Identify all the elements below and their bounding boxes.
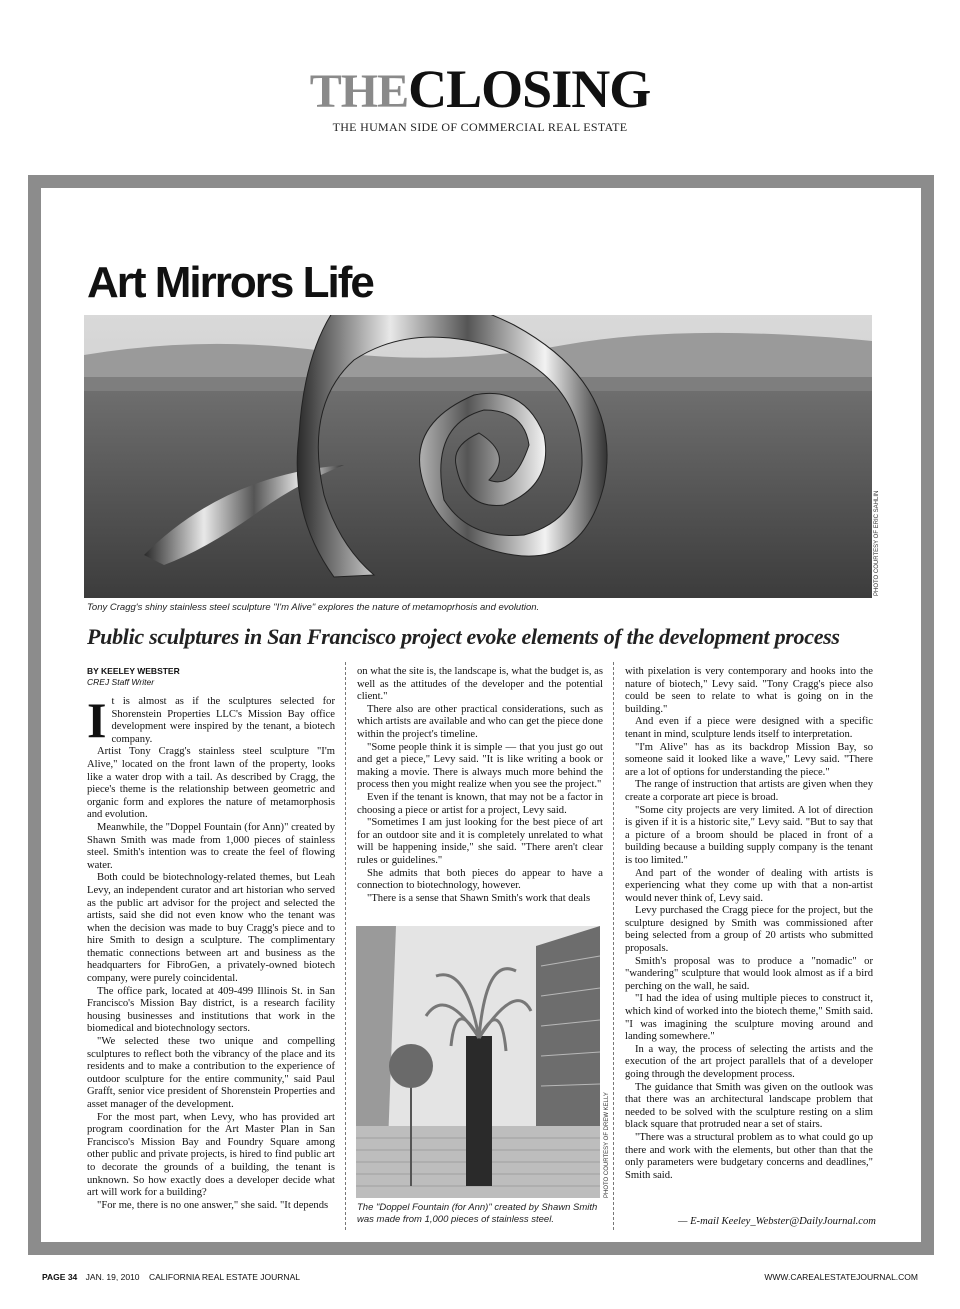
paragraph: "We selected these two unique and compelling sculptures to reflect both the vibrancy of the place and its residents and to make a contribution to the experience of outdoor sculpture for the entire community," said Paul Grafft, senior vice president of Shorenstein Properties and asset manager of the development.: [87, 1036, 335, 1110]
paragraph: "Some city projects are very limited. A lot of direction is given if it is a historic site," Levy said. "But to say that a picture of a broom should be placed in front of a building because a building supply company is the tenant is too limited.": [625, 804, 873, 866]
paragraph: There also are other practical considerations, such as which artists are available and who can get the piece done within the project's timeline.: [357, 703, 603, 740]
byline: BY KEELEY WEBSTER: [87, 666, 180, 676]
masthead-the: THE: [309, 65, 409, 118]
paragraph: Artist Tony Cragg's stainless steel sculpture "I'm Alive," located on the front lawn of the property, looks like a water drop with a tail. As described by Cragg, the piece's theme is the relationship between geometric and organic form and explores the nature of metamorphosis and evolution.: [87, 746, 335, 821]
paragraph: "I'm Alive" has as its backdrop Mission Bay, so someone said it looked like a wave," Levy said. "There are a lot of options for understanding the piece.": [625, 741, 873, 778]
sculpture-photo-illustration: [84, 315, 872, 598]
page-number: PAGE 34: [42, 1272, 78, 1282]
paragraph-text: t is almost as if the sculptures selected for Shorenstein Properties LLC's Mission Bay office development were inspired by the tenant, a biotech company.: [111, 696, 335, 745]
issue-date: JAN. 19, 2010: [85, 1272, 140, 1282]
hero-photo: [84, 315, 872, 598]
paragraph: For the most part, when Levy, who has provided art program coordination for the Art Master Plan in San Francisco's Mission Bay and Foundry Square among other public and private projects, is hired to find public art to decorate the grounds of a building, the tenant is unknown. So how exactly does a developer decide what art will work for a building?: [87, 1111, 335, 1199]
masthead-subtitle: THE HUMAN SIDE OF COMMERCIAL REAL ESTATE: [332, 120, 628, 134]
footer-left: [42, 1272, 300, 1282]
hero-photo-credit: PHOTO COURTESY OF ERIC SAHLIN: [874, 490, 880, 596]
article-deck: Public sculptures in San Francisco project evoke elements of the development process: [87, 624, 840, 649]
article-headline: Art Mirrors Life: [87, 258, 373, 307]
paragraph: The office park, located at 409-499 Illinois St. in San Francisco's Mission Bay district, is a research facility housing businesses and institutions that work in the biomedical and biotechnology sectors.: [87, 985, 335, 1035]
paragraph: "There was a structural problem as to what could go up there and work with the elements, but other than that the only parameters were budgetary concerns and deadlines," Smith said.: [625, 1131, 873, 1181]
fountain-photo: [356, 926, 600, 1198]
paragraph: The range of instruction that artists are given when they create a corporate art piece is broad.: [625, 779, 873, 803]
publication-name: CALIFORNIA REAL ESTATE JOURNAL: [148, 1272, 300, 1282]
footer-url: WWW.CAREALESTATEJOURNAL.COM: [764, 1272, 918, 1282]
email-signoff: — E-mail Keeley_Webster@DailyJournal.com: [678, 1216, 876, 1227]
paragraph: Levy purchased the Cragg piece for the project, but the sculpture designed by Smith was commissioned after being selected from a group of 20 artists who submitted proposals.: [625, 905, 873, 955]
fountain-photo-credit: PHOTO COURTESY OF DREW KELLY: [604, 1092, 610, 1198]
column-rule: [613, 662, 614, 1230]
column-2: [357, 666, 603, 905]
column-1: [87, 666, 335, 1212]
paragraph: And part of the wonder of dealing with artists is experiencing what they come up with that a non-artist would never think of, Levy said.: [625, 867, 873, 904]
byline-role: CREJ Staff Writer: [87, 677, 155, 687]
column-3: [625, 666, 873, 1182]
masthead: [0, 59, 960, 119]
paragraph: on what the site is, the landscape is, what the budget is, as well as the attitudes of the developer and the potential client.": [357, 666, 603, 703]
paragraph: [87, 692, 335, 748]
paragraph: Even if the tenant is known, that may not be a factor in choosing a piece or artist for a project, Levy said.: [357, 791, 603, 816]
paragraph: She admits that both pieces do appear to have a connection to biotechnology, however.: [357, 867, 603, 892]
paragraph: The guidance that Smith was given on the outlook was that there was an architectural landscape problem that needed to be solved with the sculpture resting on a slim black square that protruded near a set of stairs.: [625, 1081, 873, 1131]
paragraph: Smith's proposal was to produce a "nomadic" or "wandering" sculpture that would look almost as if a bird perching on the wall, he said.: [625, 955, 873, 992]
paragraph: "Some people think it is simple — that you just go out and get a piece," Levy said. "It is like writing a book or making a movie. There is always much more behind the process then you might realize when you see the project.": [357, 741, 603, 791]
paragraph: In a way, the process of selecting the artists and the execution of the art project parallels that of a developer going through the development process.: [625, 1043, 873, 1080]
paragraph: with pixelation is very contemporary and hooks into the nature of biotech," Levy said. "Tony Cragg's piece also could be seen to relate to what is going on in the building.": [625, 666, 873, 715]
masthead-closing: CLOSING: [408, 59, 651, 119]
paragraph: Both could be biotechnology-related themes, but Leah Levy, an independent curator and art historian who served as the public art advisor for the project and selected the artists, said she did not even know who the tenant was when the decision was made to buy Cragg's piece and to hire Smith to design a sculpture. The complimentary thematic connections between art and business as the headquarters for FibroGen, a privately-owned biotech company, were purely coincidental.: [87, 872, 335, 985]
fountain-photo-caption: The "Doppel Fountain (for Ann)" created by Shawn Smith was made from 1,000 pieces of stainless steel.: [357, 1202, 598, 1225]
paragraph: "For me, there is no one answer," she said. "It depends: [97, 1199, 329, 1211]
paragraph: "There is a sense that Shawn Smith's work that deals: [367, 892, 591, 904]
paragraph: Meanwhile, the "Doppel Fountain (for Ann)" created by Shawn Smith was made from 1,000 pieces of stainless steel. Smith's intention was to create the feel of flowing water.: [87, 821, 335, 871]
paragraph: "Sometimes I am just looking for the best piece of art for an outdoor site and it is completely unrelated to what will be happening inside," she said. "There aren't clear rules or guidelines.": [357, 817, 603, 866]
paragraph: "I had the idea of using multiple pieces to construct it, which kind of worked into the biotech theme," Smith said. "I was imagining the sculpture moving around and landing somewhere.": [625, 993, 873, 1043]
hero-photo-caption: Tony Cragg's shiny stainless steel sculpture "I'm Alive" explores the nature of metamoprhosis and evolution.: [87, 602, 540, 613]
paragraph: And even if a piece were designed with a specific tenant in mind, sculpture lends itself to interpretation.: [625, 716, 873, 740]
fountain-photo-illustration: [356, 926, 600, 1198]
column-rule: [345, 662, 346, 1230]
drop-cap: I: [87, 692, 107, 748]
